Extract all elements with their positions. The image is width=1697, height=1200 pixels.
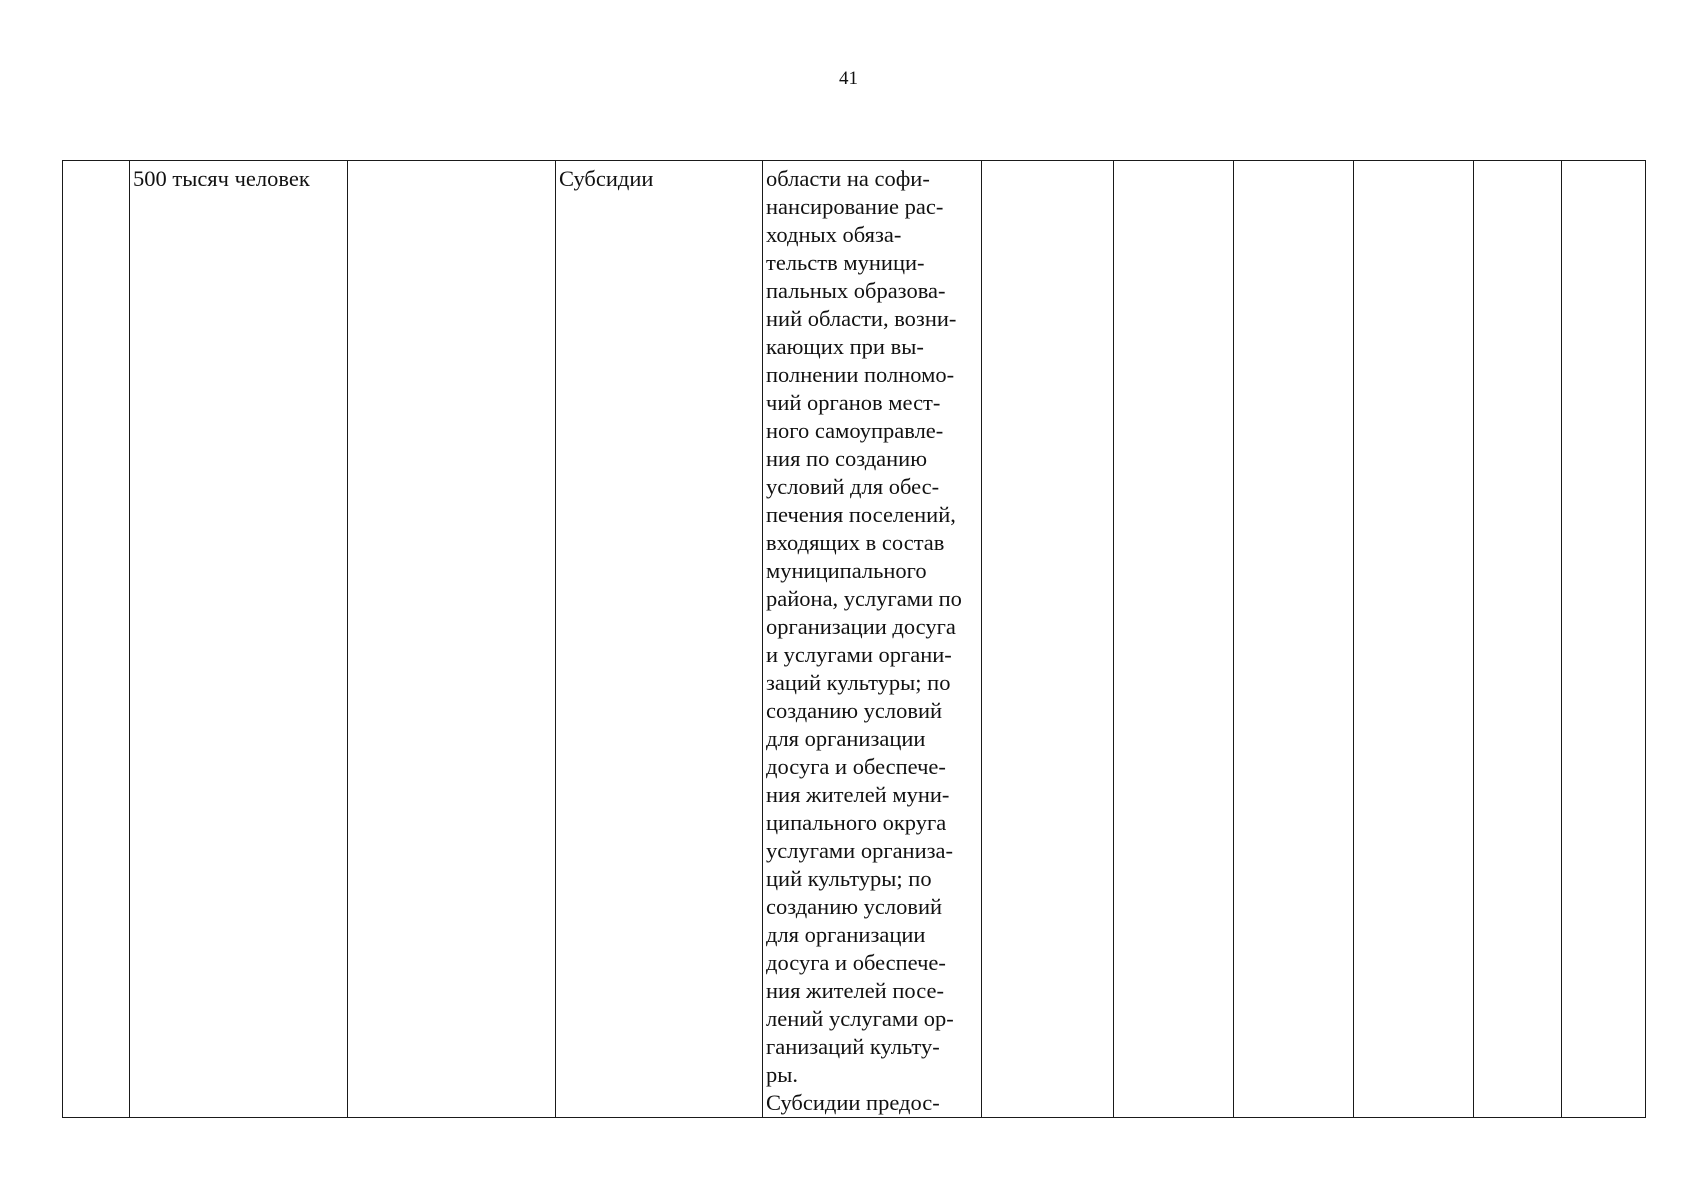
- description-line: для организации: [766, 726, 926, 751]
- description-line: досуга и обеспече-: [766, 754, 946, 779]
- table-cell-empty: [1474, 161, 1562, 1118]
- description-line: ного самоуправле-: [766, 418, 944, 443]
- description-line: печения поселений,: [766, 502, 956, 527]
- table-cell-empty: [1114, 161, 1234, 1118]
- data-table: [62, 160, 1646, 1118]
- table-cell-empty: [1234, 161, 1354, 1118]
- table-cell-empty: [1354, 161, 1474, 1118]
- description-line: ния жителей посе-: [766, 978, 944, 1003]
- description-line: входящих в состав: [766, 530, 945, 555]
- description-line: услугами организа-: [766, 838, 953, 863]
- description-line: муниципального: [766, 558, 927, 583]
- description-line: кающих при вы-: [766, 334, 924, 359]
- description-line: ния жителей муни-: [766, 782, 950, 807]
- table-cell-empty: [982, 161, 1114, 1118]
- description-line: ганизаций культу-: [766, 1034, 940, 1059]
- page-number: 41: [839, 68, 858, 89]
- description-text: [766, 161, 981, 1117]
- description-line: чий органов мест-: [766, 390, 941, 415]
- description-line: созданию условий: [766, 698, 943, 723]
- description-line: ходных обяза-: [766, 222, 902, 247]
- type-text: Субсидии: [559, 166, 654, 191]
- description-line: Субсидии предос-: [766, 1090, 940, 1115]
- table-cell-description: [763, 161, 982, 1118]
- description-line: полнении полномо-: [766, 362, 955, 387]
- description-line: ций культуры; по: [766, 866, 932, 891]
- description-line: лений услугами ор-: [766, 1006, 954, 1031]
- description-line: организации досуга: [766, 614, 956, 639]
- description-line: области на софи-: [766, 166, 930, 191]
- description-line: ципального округа: [766, 810, 947, 835]
- description-line: нансирование рас-: [766, 194, 944, 219]
- table-cell-number: [63, 161, 130, 1118]
- description-line: созданию условий: [766, 894, 943, 919]
- target-group-text: 500 тысяч человек: [133, 166, 310, 191]
- description-line: условий для обес-: [766, 474, 940, 499]
- description-line: ния по созданию: [766, 446, 928, 471]
- description-line: ры.: [766, 1062, 798, 1087]
- description-line: для организации: [766, 922, 926, 947]
- description-line: досуга и обеспече-: [766, 950, 946, 975]
- table-row: [63, 161, 1646, 1118]
- table-cell-type: [556, 161, 763, 1118]
- table-cell-empty: [348, 161, 556, 1118]
- description-line: ний области, возни-: [766, 306, 957, 331]
- table-cell-empty: [1562, 161, 1646, 1118]
- description-line: пальных образова-: [766, 278, 946, 303]
- table-cell-target-group: [130, 161, 348, 1118]
- description-line: района, услугами по: [766, 586, 962, 611]
- description-line: и услугами органи-: [766, 642, 952, 667]
- description-line: заций культуры; по: [766, 670, 951, 695]
- description-line: тельств муници-: [766, 250, 925, 275]
